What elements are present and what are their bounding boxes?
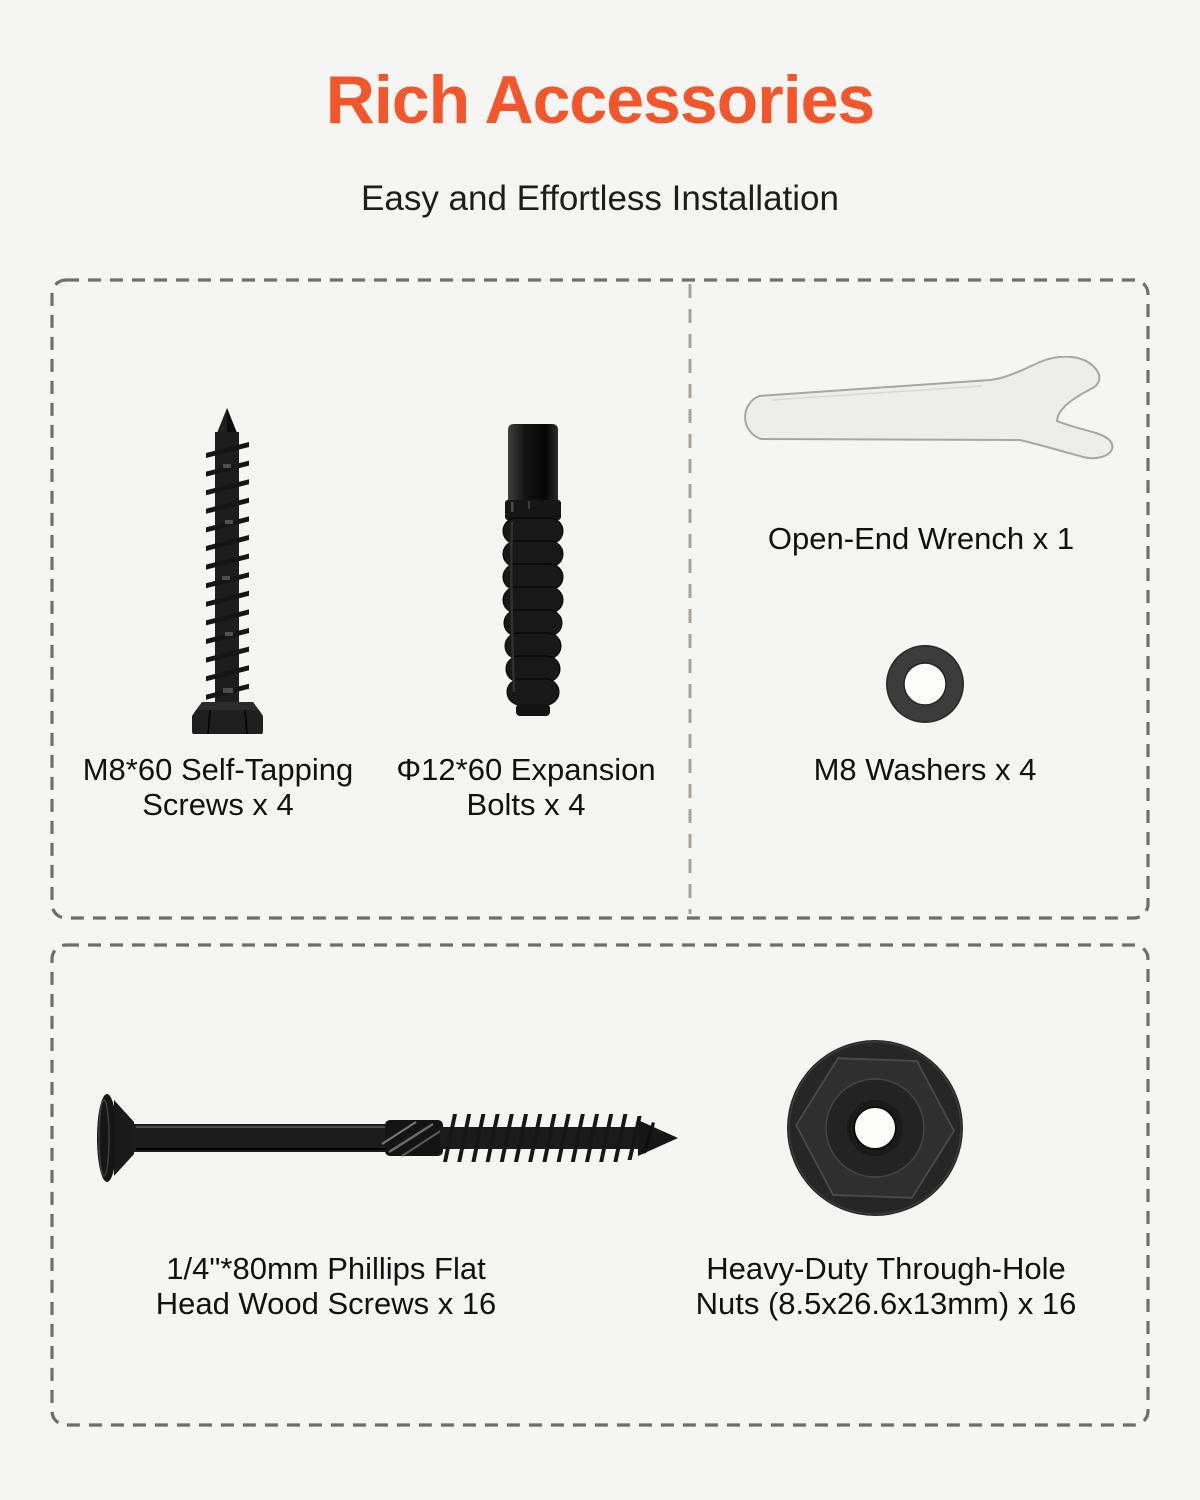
label-line: Φ12*60 Expansion [396, 752, 656, 787]
label-line: 1/4"*80mm Phillips Flat [166, 1251, 486, 1286]
page-title: Rich Accessories [325, 62, 875, 138]
label-line: Screws x 4 [142, 787, 294, 822]
label-line: M8*60 Self-Tapping [82, 752, 354, 787]
through-hole-nut-icon [780, 1033, 970, 1223]
label-line: Head Wood Screws x 16 [155, 1286, 497, 1321]
label-through-hole-nuts [686, 1251, 1086, 1321]
open-end-wrench-icon [732, 356, 1122, 466]
m8-washer-icon [885, 644, 965, 724]
label-line: Nuts (8.5x26.6x13mm) x 16 [695, 1286, 1077, 1321]
label-line: Heavy-Duty Through-Hole [706, 1251, 1066, 1286]
label-line: Open-End Wrench x 1 [767, 521, 1075, 556]
self-tapping-screw-icon [170, 404, 285, 734]
page-subtitle: Easy and Effortless Installation [361, 179, 839, 218]
label-self-tapping-screws [48, 752, 388, 822]
label-open-end-wrench [751, 521, 1091, 556]
label-m8-washers [755, 752, 1095, 787]
label-wood-screws [146, 1251, 506, 1321]
label-line: Bolts x 4 [466, 787, 586, 822]
expansion-bolt-icon [498, 422, 568, 722]
wood-screw-icon [90, 1088, 680, 1188]
label-expansion-bolts [356, 752, 696, 822]
label-line: M8 Washers x 4 [813, 752, 1037, 787]
